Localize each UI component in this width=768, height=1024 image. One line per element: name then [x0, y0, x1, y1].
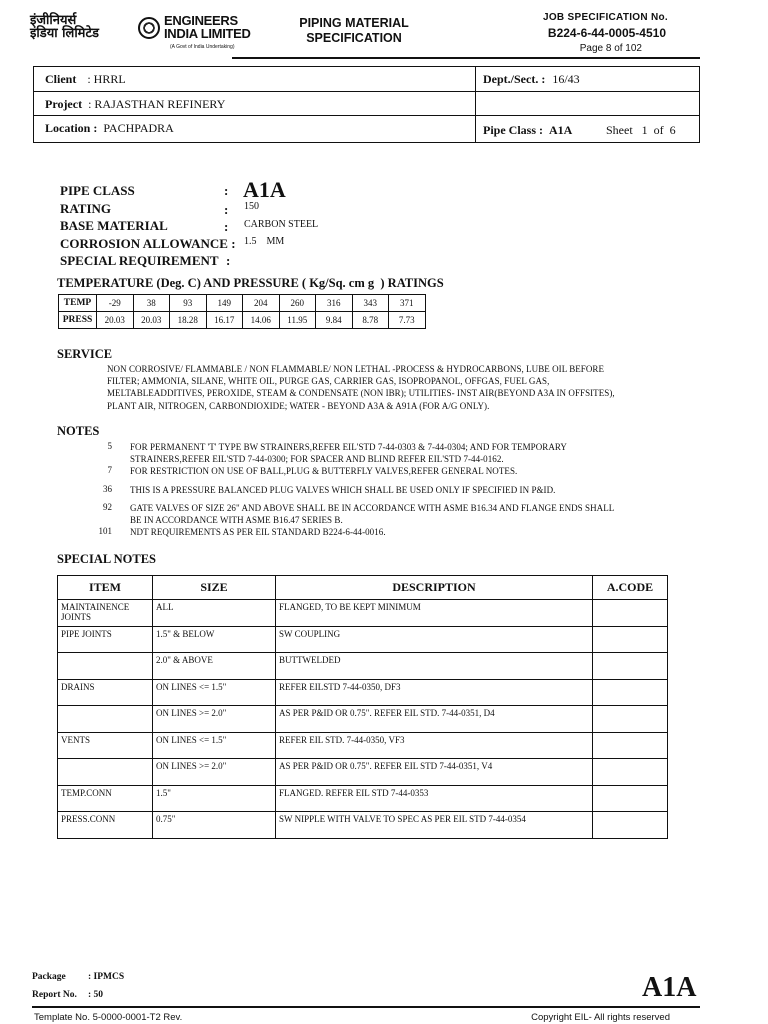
client-row — [34, 67, 699, 92]
table-row — [58, 812, 668, 839]
pipe-class-row-value: A1A — [243, 177, 286, 202]
rating-colon: : — [224, 202, 229, 217]
description-cell: SW COUPLING — [276, 626, 593, 653]
press-cell: 20.03 — [97, 312, 134, 329]
size-cell: 1.5" — [153, 785, 276, 812]
service-text — [107, 363, 707, 412]
description-cell: SW NIPPLE WITH VALVE TO SPEC AS PER EIL STD 7-44-0354 — [276, 812, 593, 839]
temp-label: TEMP — [59, 295, 97, 312]
document-title — [284, 16, 424, 46]
column-header-acode: A.CODE — [593, 576, 668, 600]
dept-label: Dept./Sect. : — [483, 72, 546, 86]
press-cell: 8.78 — [352, 312, 389, 329]
table-row — [58, 732, 668, 759]
report-label: Report No. — [32, 990, 77, 1000]
logo-hindi-text — [30, 14, 138, 40]
temp-cell: 316 — [316, 295, 353, 312]
size-cell: 0.75" — [153, 812, 276, 839]
table-row — [58, 706, 668, 733]
note-number: 36 — [103, 484, 112, 494]
press-row — [59, 312, 426, 329]
item-cell: TEMP.CONN — [58, 785, 153, 812]
press-label: PRESS — [59, 312, 97, 329]
client-value: : HRRL — [87, 72, 126, 86]
corrosion-allowance-label: CORROSION ALLOWANCE : — [60, 236, 236, 251]
project-label: Project — [45, 97, 83, 111]
acode-cell — [593, 626, 668, 653]
special-notes-title: SPECIAL NOTES — [57, 552, 156, 566]
base-material-value: CARBON STEEL — [244, 219, 319, 230]
client-info-box — [33, 66, 700, 143]
base-material-colon: : — [224, 219, 229, 234]
base-material-label: BASE MATERIAL — [60, 218, 168, 233]
description-cell: FLANGED, TO BE KEPT MINIMUM — [276, 600, 593, 627]
copyright: Copyright EIL- All rights reserved — [531, 1012, 670, 1023]
service-line: NON CORROSIVE/ FLAMMABLE / NON FLAMMABLE/ NON LETHAL -PROCESS & HYDROCARBONS, LUBE OIL BEFORE — [107, 364, 605, 374]
temp-cell: 343 — [352, 295, 389, 312]
note-text: NDT REQUIREMENTS AS PER EIL STANDARD B224-6-44-0016. — [130, 527, 386, 537]
size-cell: 1.5" & BELOW — [153, 626, 276, 653]
temp-cell: 149 — [206, 295, 243, 312]
item-cell: MAINTAINENCE JOINTS — [58, 600, 153, 627]
temp-cell: 371 — [389, 295, 426, 312]
item-cell: PIPE JOINTS — [58, 626, 153, 653]
notes-title: NOTES — [57, 424, 100, 438]
package-value: : IPMCS — [88, 972, 125, 982]
logo-english-text — [164, 14, 251, 40]
column-header-description: DESCRIPTION — [276, 576, 593, 600]
acode-cell — [593, 600, 668, 627]
temp-row — [59, 295, 426, 312]
pipe-class-row-label: PIPE CLASS — [60, 183, 135, 198]
description-cell: AS PER P&ID OR 0.75". REFER EIL STD 7-44-0351, V4 — [276, 759, 593, 786]
note-line: GATE VALVES OF SIZE 26" AND ABOVE SHALL BE IN ACCORDANCE WITH ASME B16.34 AND FLANGE ENDS SHALL — [130, 503, 615, 513]
service-line: PLANT AIR, NITROGEN, CARBONDIOXIDE; WATER - BEYOND A3A & A91A (FOR A/G ONLY). — [107, 400, 490, 411]
client-box-divider — [475, 67, 476, 142]
dept-field — [483, 72, 580, 87]
ratings-title: TEMPERATURE (Deg. C) AND PRESSURE ( Kg/Sq. cm g ) RATINGS — [57, 276, 444, 290]
temp-cell: 93 — [170, 295, 207, 312]
logo-tagline: (A Govt of India Undertaking) — [170, 44, 235, 50]
temp-cell: -29 — [97, 295, 134, 312]
press-cell: 14.06 — [243, 312, 280, 329]
footer-pipe-class: A1A — [642, 972, 697, 1003]
acode-cell — [593, 759, 668, 786]
column-header-item: ITEM — [58, 576, 153, 600]
press-cell: 9.84 — [316, 312, 353, 329]
size-cell: ALL — [153, 600, 276, 627]
note-text — [130, 502, 705, 526]
service-line: FILTER; AMMONIA, SILANE, WHITE OIL, PURGE GAS, CARRIER GAS, ISOPROPANOL, OFFGAS, FUEL GAS, — [107, 376, 550, 387]
press-cell: 11.95 — [279, 312, 316, 329]
temp-cell: 204 — [243, 295, 280, 312]
project-value: : RAJASTHAN REFINERY — [88, 97, 226, 111]
report-value: : 50 — [88, 990, 104, 1000]
note-number: 92 — [103, 502, 112, 512]
header-divider — [232, 57, 700, 59]
table-row — [58, 626, 668, 653]
temp-cell: 260 — [279, 295, 316, 312]
note-number: 5 — [107, 441, 112, 451]
note-line: STRAINERS,REFER EIL'STD 7-44-0300; FOR SPACER AND BLIND REFER EIL'STD 7-44-0162. — [130, 454, 504, 465]
corrosion-allowance-value: 1.5 MM — [244, 236, 285, 247]
logo-hindi-line-1: इंजीनियर्स — [30, 13, 77, 28]
description-cell: FLANGED. REFER EIL STD 7-44-0353 — [276, 785, 593, 812]
job-spec-label: JOB SPECIFICATION No. — [542, 12, 668, 23]
table-row — [58, 679, 668, 706]
item-cell: VENTS — [58, 732, 153, 759]
template-number: Template No. 5-0000-0001-T2 Rev. — [34, 1012, 183, 1023]
location-label: Location : — [45, 121, 98, 135]
note-text — [130, 441, 705, 465]
table-row — [58, 600, 668, 627]
temp-cell: 38 — [133, 295, 170, 312]
pipe-class-row-colon: : — [224, 183, 229, 198]
size-cell: ON LINES <= 1.5" — [153, 732, 276, 759]
note-text: THIS IS A PRESSURE BALANCED PLUG VALVES WHICH SHALL BE USED ONLY IF SPECIFIED IN P&ID. — [130, 485, 556, 495]
column-header-size: SIZE — [153, 576, 276, 600]
acode-cell — [593, 732, 668, 759]
sheet-number: Sheet 1 of 6 — [606, 123, 676, 137]
rating-value: 150 — [244, 201, 259, 212]
note-text: FOR RESTRICTION ON USE OF BALL,PLUG & BUTTERFLY VALVES,REFER GENERAL NOTES. — [130, 466, 518, 476]
logo-en-line-1: ENGINEERS — [164, 13, 238, 28]
logo-en-line-2: INDIA LIMITED — [164, 26, 251, 41]
pipe-class-field — [483, 123, 572, 138]
note-number: 7 — [107, 465, 112, 475]
size-cell: ON LINES <= 1.5" — [153, 679, 276, 706]
press-cell: 7.73 — [389, 312, 426, 329]
item-cell — [58, 706, 153, 733]
title-line-2: SPECIFICATION — [306, 31, 402, 45]
package-label: Package — [32, 972, 66, 982]
description-cell: REFER EILSTD 7-44-0350, DF3 — [276, 679, 593, 706]
location-value: PACHPADRA — [103, 121, 174, 135]
press-cell: 16.17 — [206, 312, 243, 329]
note-line: BE IN ACCORDANCE WITH ASME B16.47 SERIES B. — [130, 515, 343, 526]
description-cell: BUTTWELDED — [276, 653, 593, 680]
table-row — [58, 653, 668, 680]
size-cell: ON LINES >= 2.0" — [153, 706, 276, 733]
acode-cell — [593, 785, 668, 812]
service-title: SERVICE — [57, 347, 113, 361]
item-cell: DRAINS — [58, 679, 153, 706]
title-line-1: PIPING MATERIAL — [299, 16, 409, 30]
service-line: MELTABLEADDITIVES, PEROXIDE, STEAM & CONDENSATE (NON IBR); UTILITIES- INST AIR(BEYOND A3A IN OFFSITES), — [107, 388, 615, 399]
special-requirement-label: SPECIAL REQUIREMENT — [60, 253, 219, 268]
logo-hindi-line-2: इंडिया लिमिटेड — [30, 26, 99, 41]
footer-divider — [32, 1006, 700, 1008]
page-number: Page 8 of 102 — [579, 43, 642, 54]
item-cell: PRESS.CONN — [58, 812, 153, 839]
logo-emblem-icon — [138, 17, 160, 39]
acode-cell — [593, 653, 668, 680]
acode-cell — [593, 706, 668, 733]
size-cell: 2.0" & ABOVE — [153, 653, 276, 680]
special-requirement-colon: : — [226, 253, 231, 268]
note-number: 101 — [98, 526, 112, 536]
job-spec-number: B224-6-44-0005-4510 — [547, 26, 666, 40]
note-line: FOR PERMANENT 'T' TYPE BW STRAINERS,REFER EIL'STD 7-44-0303 & 7-44-0304; AND FOR TEMPORARY — [130, 442, 567, 452]
project-field — [45, 97, 225, 112]
description-cell: REFER EIL STD. 7-44-0350, VF3 — [276, 732, 593, 759]
pipe-class-value: A1A — [549, 123, 573, 137]
dept-value: 16/43 — [552, 72, 580, 86]
table-row — [58, 785, 668, 812]
size-cell: ON LINES >= 2.0" — [153, 759, 276, 786]
press-cell: 20.03 — [133, 312, 170, 329]
client-label: Client — [45, 72, 77, 86]
ratings-table — [58, 294, 426, 329]
pipe-class-label: Pipe Class : — [483, 123, 543, 137]
special-notes-table — [57, 575, 668, 839]
item-cell — [58, 759, 153, 786]
location-field — [45, 121, 174, 136]
press-cell: 18.28 — [170, 312, 207, 329]
description-cell: AS PER P&ID OR 0.75". REFER EIL STD. 7-44-0351, D4 — [276, 706, 593, 733]
item-cell — [58, 653, 153, 680]
table-row — [58, 759, 668, 786]
client-field — [45, 72, 126, 87]
acode-cell — [593, 812, 668, 839]
rating-label: RATING — [60, 201, 112, 216]
table-header-row — [58, 576, 668, 600]
acode-cell — [593, 679, 668, 706]
